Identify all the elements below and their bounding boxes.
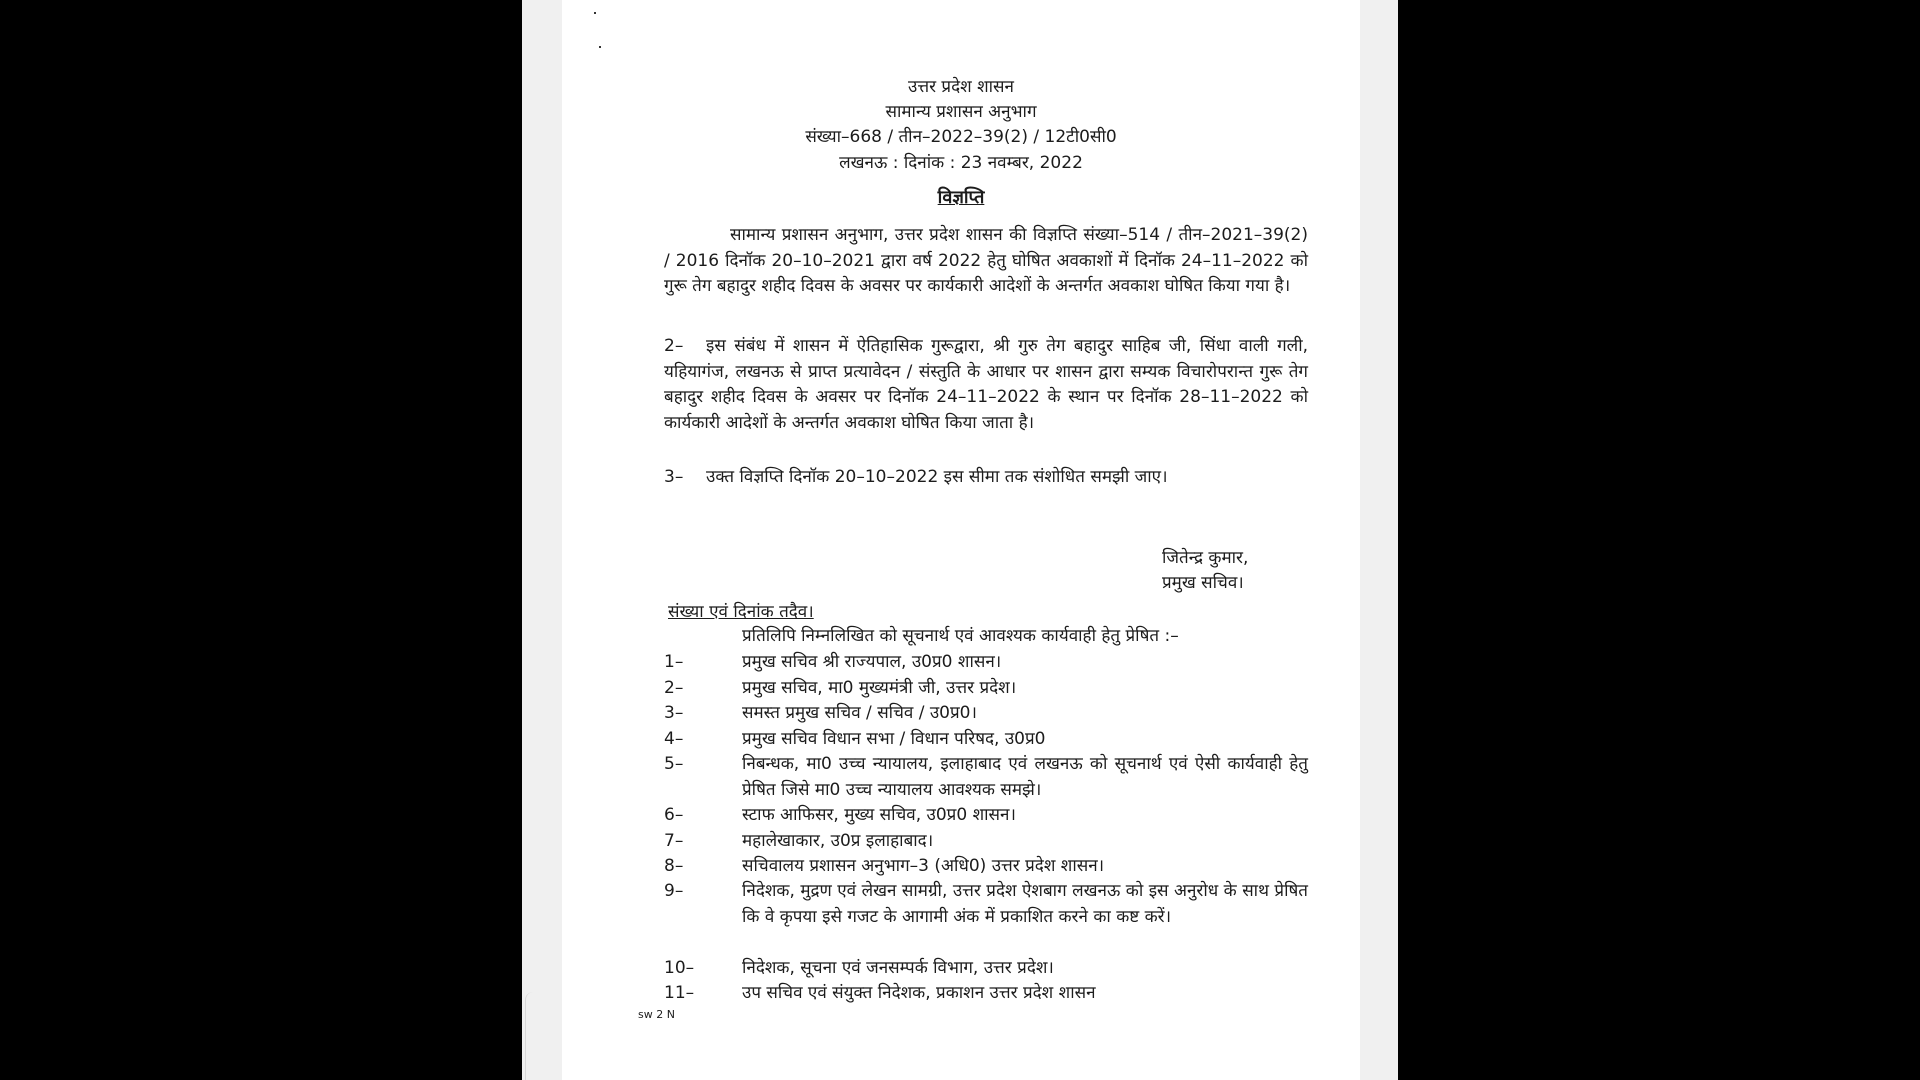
- header-government: उत्तर प्रदेश शासन: [908, 77, 1014, 97]
- list-item-number: 2–: [664, 678, 684, 698]
- list-item-text: प्रमुख सचिव श्री राज्यपाल, उ0प्र0 शासन।: [742, 652, 1002, 672]
- paragraph-3-number: 3–: [664, 467, 684, 487]
- paragraph-3-text: उक्त विज्ञप्ति दिनॉक 20–10–2022 इस सीमा तक संशोधित समझी जाए।: [706, 467, 1168, 487]
- list-item-number: 7–: [664, 831, 684, 851]
- list-item-number: 9–: [664, 881, 684, 901]
- list-item-number: 8–: [664, 856, 684, 876]
- paragraph-3: [664, 465, 1308, 491]
- list-item-number: 11–: [664, 983, 695, 1003]
- header-place-date: लखनऊ : दिनांक : 23 नवम्बर, 2022: [839, 153, 1083, 173]
- scan-speck: [594, 12, 596, 14]
- list-item-text: सचिवालय प्रशासन अनुभाग–3 (अधि0) उत्तर प्रदेश शासन।: [742, 856, 1105, 876]
- scan-speck: [599, 46, 601, 48]
- list-item-number: 10–: [664, 958, 695, 978]
- paragraph-1: [664, 223, 1308, 300]
- list-item-number: 6–: [664, 805, 684, 825]
- list-item-number: 3–: [664, 703, 684, 723]
- signatory-name: जितेन्द्र कुमार,: [1162, 548, 1249, 568]
- paragraph-1-text: सामान्य प्रशासन अनुभाग, उत्तर प्रदेश शासन की विज्ञप्ति संख्या–514 / तीन–2021–39(2) / 2016 दिनॉक 20–10–2021 द्वारा वर्ष 2022 हेतु घोषित अवकाशों में दिनॉक 24–11–2022 को गुरू तेग बहादुर शहीद दिवस के अवसर पर कार्यकारी आदेशों के अन्तर्गत अवकाश घोषित किया गया है।: [664, 225, 1308, 296]
- list-item-text: स्टाफ आफिसर, मुख्य सचिव, उ0प्र0 शासन।: [742, 805, 1016, 825]
- list-item-number: 5–: [664, 754, 684, 774]
- header-department: सामान्य प्रशासन अनुभाग: [885, 102, 1037, 122]
- list-item-text: निबन्धक, मा0 उच्च न्यायालय, इलाहाबाद एवं लखनऊ को सूचनार्थ एवं ऐसी कार्यवाही हेतु प्रेषित जिसे मा0 उच्च न्यायालय आवश्यक समझे।: [742, 754, 1308, 800]
- copy-heading: संख्या एवं दिनांक तदैव।: [668, 602, 814, 622]
- list-item-text: उप सचिव एवं संयुक्त निदेशक, प्रकाशन उत्तर प्रदेश शासन: [742, 983, 1096, 1003]
- document-page: [562, 0, 1360, 1080]
- paragraph-2-text: इस संबंध में शासन में ऐतिहासिक गुरूद्वारा, श्री गुरु तेग बहादुर साहिब जी, सिंधा वाली गली, यहियागंज, लखनऊ से प्राप्त प्रत्यावेदन / संस्तुति के आधार पर शासन द्वारा सम्यक विचारोपरान्त गुरू तेग बहादुर शहीद दिवस के अवसर पर दिनॉक 24–11–2022 के स्थान पर दिनॉक 28–11–2022 को कार्यकारी आदेशों के अन्तर्गत अवकाश घोषित किया जाता है।: [664, 336, 1308, 433]
- paragraph-2-number: 2–: [664, 336, 684, 356]
- page-edge: [525, 992, 536, 1080]
- signatory-designation: प्रमुख सचिव।: [1162, 573, 1244, 593]
- list-item-text: समस्त प्रमुख सचिव / सचिव / उ0प्र0।: [742, 703, 977, 723]
- page-frame: [522, 0, 1398, 1080]
- paragraph-2: [664, 334, 1308, 436]
- list-item-text: निदेशक, सूचना एवं जनसम्पर्क विभाग, उत्तर प्रदेश।: [742, 958, 1054, 978]
- list-item-number: 1–: [664, 652, 684, 672]
- header-reference-number: संख्या–668 / तीन–2022–39(2) / 12टी0सी0: [805, 127, 1117, 147]
- copy-intro: प्रतिलिपि निम्नलिखित को सूचनार्थ एवं आवश्यक कार्यवाही हेतु प्रेषित :–: [742, 626, 1179, 646]
- list-item-text: प्रमुख सचिव, मा0 मुख्यमंत्री जी, उत्तर प्रदेश।: [742, 678, 1017, 698]
- list-item-number: 4–: [664, 729, 684, 749]
- document-title: विज्ञप्ति: [937, 187, 985, 208]
- list-item-text: महालेखाकार, उ0प्र इलाहाबाद।: [742, 831, 934, 851]
- footer-code: sw 2 N: [638, 1008, 675, 1021]
- list-item-text: निदेशक, मुद्रण एवं लेखन सामग्री, उत्तर प्रदेश ऐशबाग लखनऊ को इस अनुरोध के साथ प्रेषित कि वे कृपया इसे गजट के आगामी अंक में प्रकाशित करने का कष्ट करें।: [742, 881, 1308, 927]
- list-item-text: प्रमुख सचिव विधान सभा / विधान परिषद, उ0प्र0: [742, 729, 1046, 749]
